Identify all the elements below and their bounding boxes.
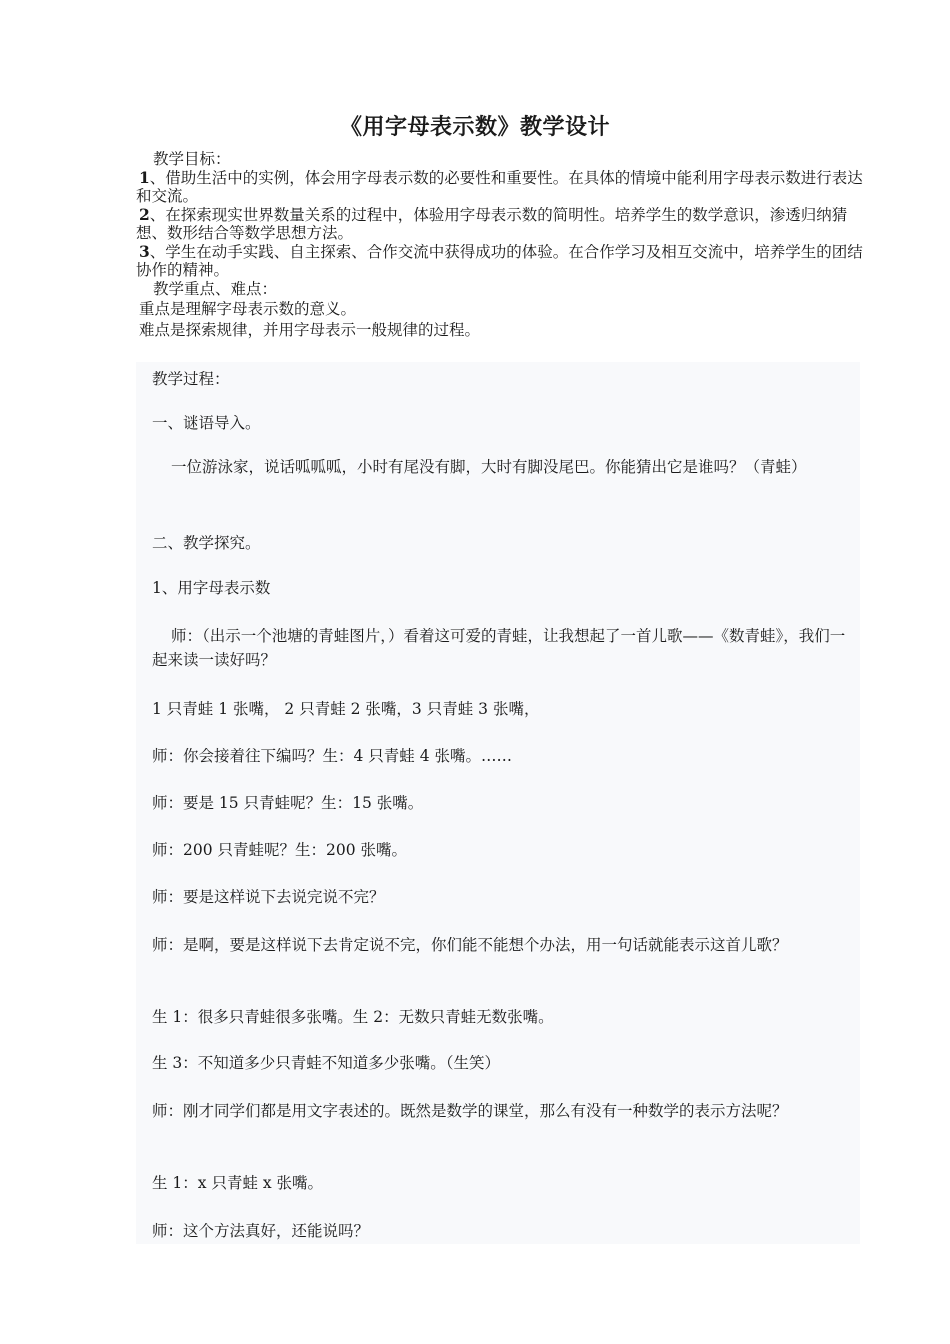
- dialogue-line: 1 只青蛙 1 张嘴， 2 只青蛙 2 张嘴，3 只青蛙 3 张嘴，: [152, 700, 540, 718]
- objectives-heading: 教学目标：: [153, 150, 231, 168]
- difficulty-text: 难点是探索规律，并用字母表示一般规律的过程。: [139, 320, 481, 339]
- riddle-text: 一位游泳家，说话呱呱呱，小时有尾没有脚，大时有脚没尾巴。你能猜出它是谁吗？（青蛙）: [171, 458, 807, 476]
- objectives-block: [136, 150, 864, 339]
- process-heading: 教学过程：: [152, 370, 230, 388]
- dialogue-line: 生 1：x 只青蛙 x 张嘴。: [152, 1174, 324, 1192]
- subsection-heading: 1、用字母表示数: [152, 579, 271, 597]
- section-heading: 二、教学探究。: [152, 534, 261, 552]
- dialogue-line: 师：这个方法真好，还能说吗？: [152, 1222, 370, 1240]
- dialogue-line: 师：是啊，要是这样说下去肯定说不完，你们能不能想个办法，用一句话就能表示这首儿歌？: [152, 936, 788, 954]
- dialogue-line: 生 1：很多只青蛙很多张嘴。生 2：无数只青蛙无数张嘴。: [152, 1008, 554, 1026]
- objective-item: 2、在探索现实世界数量关系的过程中，体验用字母表示数的简明性。培养学生的数学意识，渗透归纳猜想、数形结合等数学思想方法。: [136, 204, 848, 242]
- section-heading: 一、谜语导入。: [152, 414, 261, 432]
- dialogue-line: 师：（出示一个池塘的青蛙图片，）看着这可爱的青蛙，让我想起了一首儿歌——《数青蛙》，我们一起来读一读好吗？: [152, 627, 846, 669]
- objective-item: 3、学生在动手实践、自主探索、合作交流中获得成功的体验。在合作学习及相互交流中，培养学生的团结协作的精神。: [136, 241, 863, 279]
- keypoints-heading: 教学重点、难点：: [153, 279, 278, 298]
- dialogue-line: 师：要是 15 只青蛙呢？生：15 张嘴。: [152, 794, 424, 812]
- teaching-process-block: [136, 362, 860, 1244]
- dialogue-line: 生 3：不知道多少只青蛙不知道多少张嘴。（生笑）: [152, 1054, 501, 1072]
- keypoint-text: 重点是理解字母表示数的意义。: [139, 300, 357, 318]
- dialogue-line: 师：刚才同学们都是用文字表述的。既然是数学的课堂，那么有没有一种数学的表示方法呢？: [152, 1102, 788, 1120]
- dialogue-line: 师：200 只青蛙呢？生：200 张嘴。: [152, 841, 408, 859]
- dialogue-line: 师：要是这样说下去说完说不完？: [152, 888, 385, 906]
- document-title: 《用字母表示数》教学设计: [339, 115, 610, 140]
- objective-item: 1、借助生活中的实例，体会用字母表示数的必要性和重要性。在具体的情境中能利用字母表示数进行表达和交流。: [136, 167, 863, 205]
- dialogue-line: 师：你会接着往下编吗？生：4 只青蛙 4 张嘴。……: [152, 747, 513, 765]
